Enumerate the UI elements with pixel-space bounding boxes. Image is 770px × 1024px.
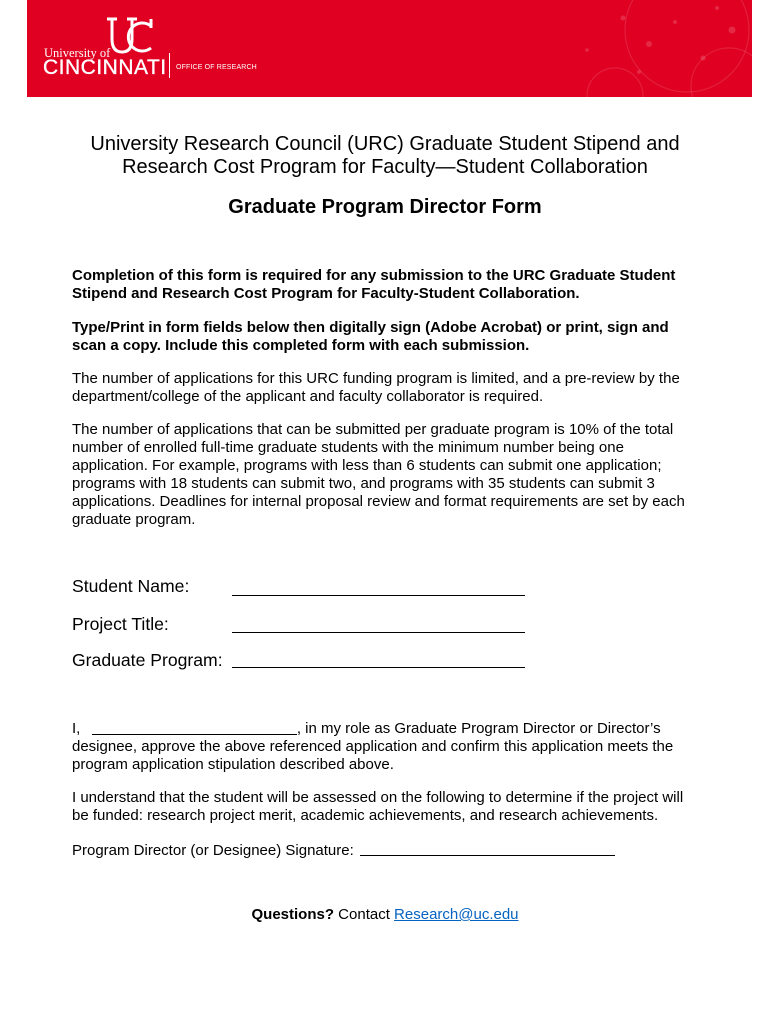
pattern-dots xyxy=(585,6,735,74)
project-title-label: Project Title: xyxy=(72,614,169,634)
requirement-instruction xyxy=(72,267,675,303)
director-name-field[interactable] xyxy=(92,722,297,735)
approval-prefix: I, xyxy=(72,720,81,737)
body-line xyxy=(72,720,673,738)
body-line: programs with 18 students can submit two, and programs with 35 students can submit 3 xyxy=(72,475,655,492)
signature-line xyxy=(72,842,615,860)
logo-university-of: University of xyxy=(44,46,111,60)
contact-text: Contact xyxy=(338,906,390,923)
application-count-paragraph xyxy=(72,421,685,529)
body-line: be funded: research project merit, academic achievements, and research achievements. xyxy=(72,807,659,824)
instruction-line: Completion of this form is required for any submission to the URC Graduate Student xyxy=(72,267,676,284)
student-name-label: Student Name: xyxy=(72,576,190,596)
signature-field[interactable] xyxy=(360,843,615,856)
assessment-statement xyxy=(72,789,683,825)
approval-text: , in my role as Graduate Program Director or Director’s xyxy=(296,720,661,737)
research-email-link[interactable]: Research@uc.edu xyxy=(394,906,519,923)
body-line: applications. Deadlines for internal proposal review and format requirements are set by each xyxy=(72,493,685,510)
body-line: I understand that the student will be assessed on the following to determine if the project will xyxy=(72,789,684,806)
uc-monogram-logo xyxy=(104,14,160,58)
body-line: designee, approve the above referenced application and confirm this application meets the xyxy=(72,738,674,755)
body-line: The number of applications for this URC funding program is limited, and a pre-review by the xyxy=(72,370,680,387)
form-title: Graduate Program Director Form xyxy=(228,196,542,218)
body-line: application. For example, programs with less than 6 students can submit one application; xyxy=(72,457,662,474)
graduate-program-label: Graduate Program: xyxy=(72,650,223,670)
body-line: program application stipulation described above. xyxy=(72,756,394,773)
logo-divider xyxy=(169,53,170,78)
signature-row xyxy=(72,842,615,860)
project-title-field[interactable] xyxy=(232,615,525,633)
contact-line xyxy=(0,906,770,924)
questions-label: Questions? xyxy=(251,906,334,923)
graduate-program-field[interactable] xyxy=(232,651,525,668)
application-limit-paragraph xyxy=(72,370,680,406)
submission-instruction xyxy=(72,319,669,355)
signature-label: Program Director (or Designee) Signature: xyxy=(72,842,354,859)
body-line: graduate program. xyxy=(72,511,196,528)
body-line: number of enrolled full-time graduate students with the minimum number being one xyxy=(72,439,624,456)
logo-cincinnati: CINCINNATI xyxy=(43,56,167,79)
pattern-rings xyxy=(587,0,752,97)
instruction-line: Stipend and Research Cost Program for Faculty-Student Collaboration. xyxy=(72,285,580,302)
logo-office-of-research: OFFICE OF RESEARCH xyxy=(176,64,257,71)
instruction-line: scan a copy. Include this completed form with each submission. xyxy=(72,337,530,354)
program-title xyxy=(0,133,770,179)
student-name-field[interactable] xyxy=(232,577,525,596)
instruction-line: Type/Print in form fields below then digitally sign (Adobe Acrobat) or print, sign and xyxy=(72,319,669,336)
body-line: The number of applications that can be submitted per graduate program is 10% of the total xyxy=(72,421,674,438)
program-title-line: Research Cost Program for Faculty—Student Collaboration xyxy=(122,156,648,178)
body-line: department/college of the applicant and faculty collaborator is required. xyxy=(72,388,544,405)
approval-statement xyxy=(72,720,673,774)
program-title-line: University Research Council (URC) Graduate Student Stipend and xyxy=(90,133,680,155)
